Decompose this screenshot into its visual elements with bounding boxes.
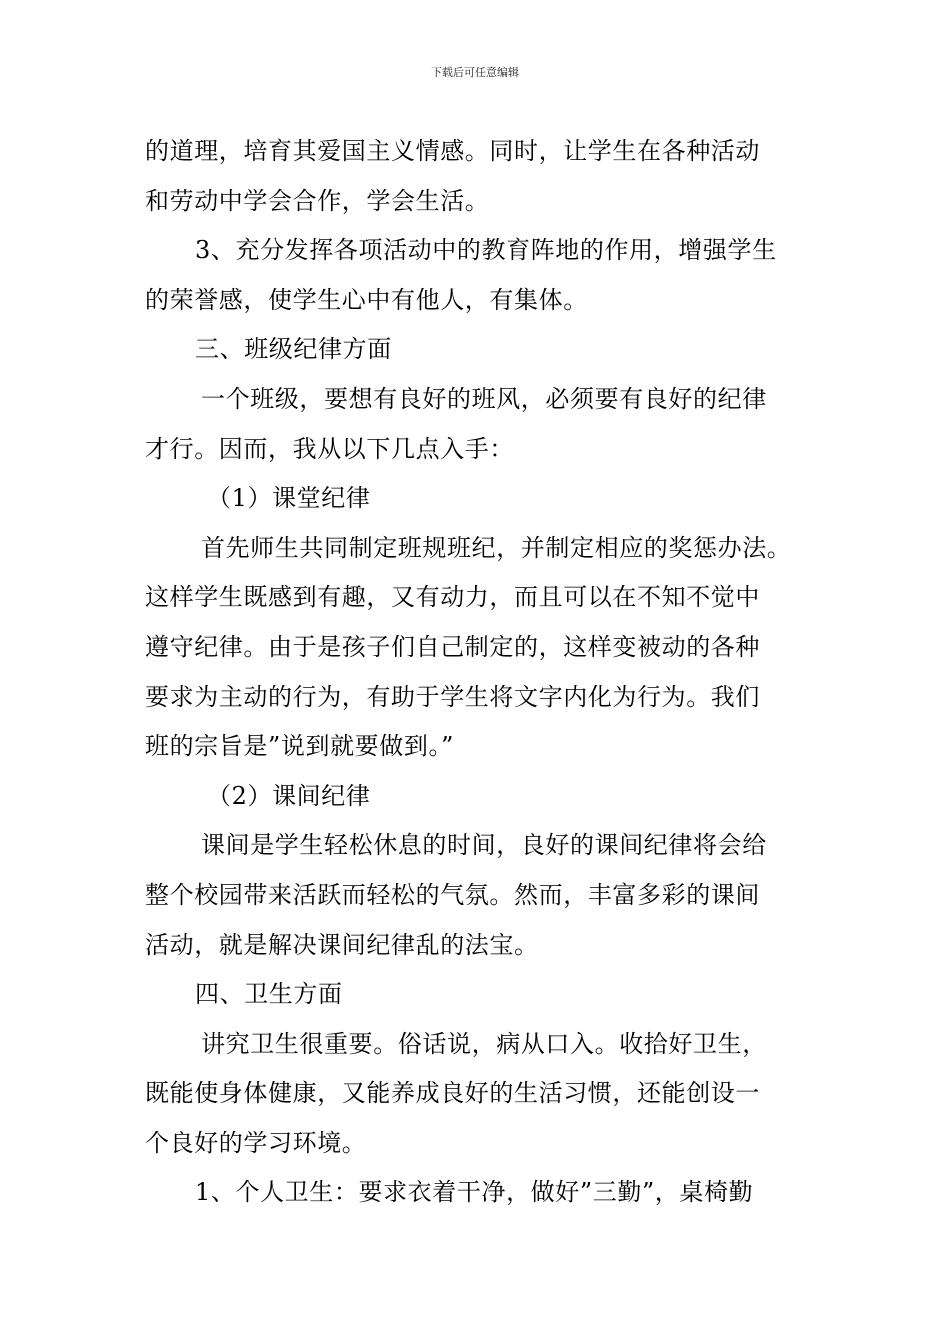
body-line: 个良好的学习环境。 — [145, 1128, 367, 1157]
paragraph-start: 一个班级，要想有良好的班风，必须要有良好的纪律 — [201, 384, 767, 413]
paragraph-start: 首先师生共同制定班规班纪，并制定相应的奖惩办法。 — [201, 533, 792, 562]
document-body — [145, 127, 815, 1218]
body-line: 要求为主动的行为，有助于学生将文字内化为行为。我们 — [145, 682, 760, 711]
subsection-heading: （1）课堂纪律 — [207, 484, 371, 513]
numbered-item: 1、个人卫生：要求衣着干净，做好”三勤”，桌椅勤 — [195, 1178, 754, 1207]
numbered-item: 3、充分发挥各项活动中的教育阵地的作用，增强学生 — [195, 236, 777, 265]
paragraph-start: 课间是学生轻松休息的时间，良好的课间纪律将会给 — [201, 831, 767, 860]
body-line: 遵守纪律。由于是孩子们自己制定的，这样变被动的各种 — [145, 632, 760, 661]
body-line: 班的宗旨是”说到就要做到。” — [145, 732, 454, 761]
section-heading: 三、班级纪律方面 — [195, 335, 392, 364]
section-heading: 四、卫生方面 — [195, 980, 343, 1009]
body-line: 既能使身体健康，又能养成良好的生活习惯，还能创设一 — [145, 1079, 760, 1108]
body-line: 这样学生既感到有趣，又有动力，而且可以在不知不觉中 — [145, 583, 760, 612]
paragraph-start: 讲究卫生很重要。俗话说，病从口入。收拾好卫生， — [201, 1029, 767, 1058]
page-header: 下载后可任意编辑 — [431, 66, 519, 79]
body-line: 的荣誉感，使学生心中有他人，有集体。 — [145, 285, 588, 314]
subsection-heading: （2）课间纪律 — [207, 781, 371, 810]
body-line: 整个校园带来活跃而轻松的气氛。然而，丰富多彩的课间 — [145, 880, 760, 909]
body-line: 和劳动中学会合作，学会生活。 — [145, 186, 490, 215]
body-line: 活动，就是解决课间纪律乱的法宝。 — [145, 930, 539, 959]
body-line: 才行。因而，我从以下几点入手： — [145, 434, 514, 463]
body-line: 的道理，培育其爱国主义情感。同时，让学生在各种活动 — [145, 137, 760, 165]
